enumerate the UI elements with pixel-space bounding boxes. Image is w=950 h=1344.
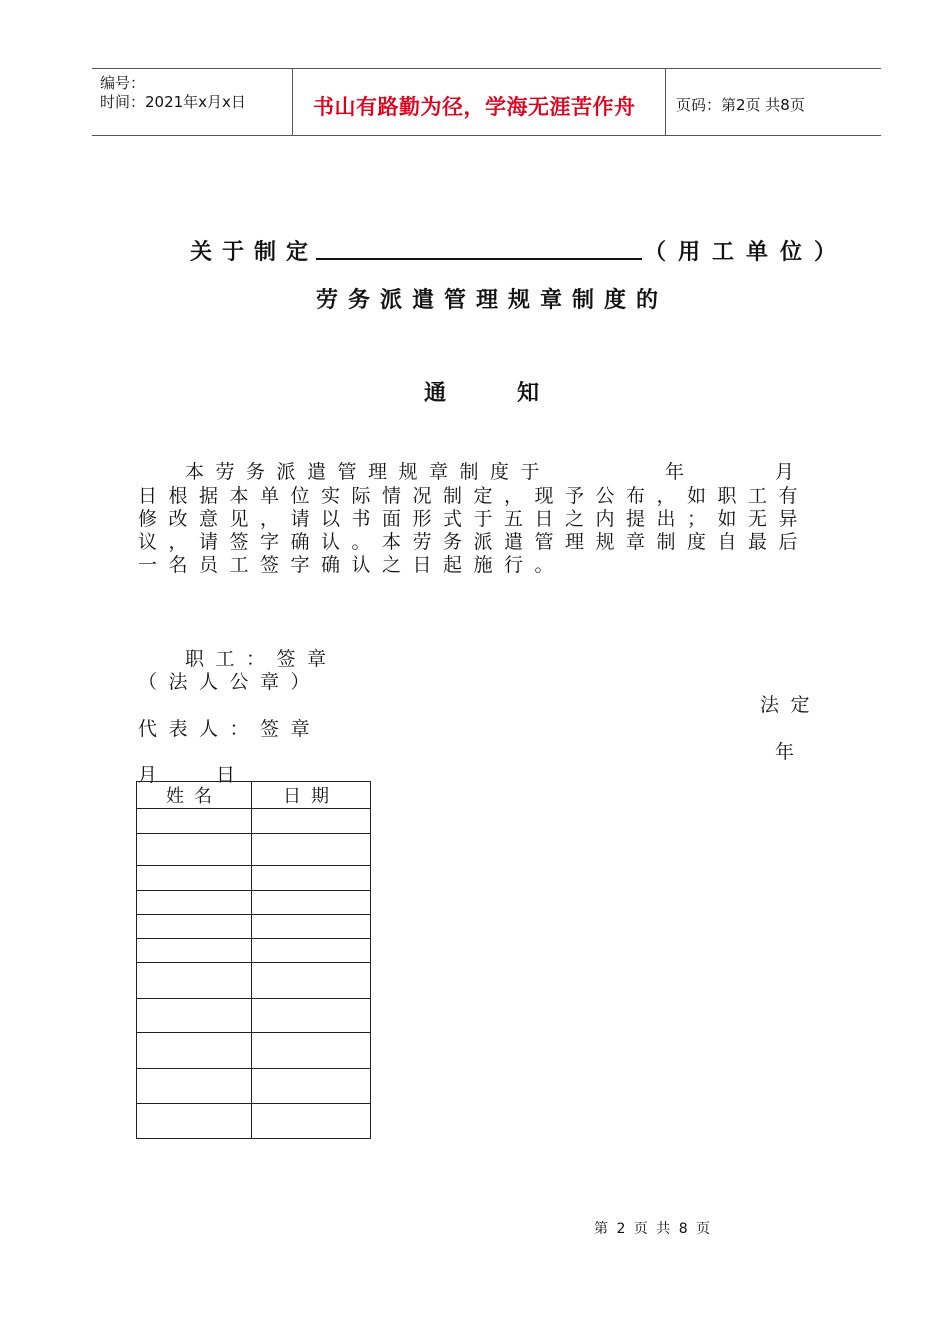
employee-signature-label: 职工：签章 [185, 648, 338, 670]
title-line1-suffix: （用工单位） [644, 240, 849, 265]
body-line1: 本劳务派遣管理规章制度于 [185, 461, 552, 483]
date-cell[interactable] [252, 834, 371, 866]
name-cell[interactable] [137, 809, 252, 834]
date-cell[interactable] [252, 1104, 371, 1139]
unit-name-blank[interactable] [316, 258, 642, 260]
header-divider-right [665, 68, 666, 136]
company-seal-label: （法人公章） [138, 671, 322, 693]
date-cell[interactable] [252, 939, 371, 963]
table-row [137, 1069, 371, 1104]
time-label: 时间：2021年x月x日 [100, 93, 246, 111]
date-cell[interactable] [252, 891, 371, 915]
table-row [137, 963, 371, 999]
date-cell[interactable] [252, 999, 371, 1033]
date-cell[interactable] [252, 809, 371, 834]
date-cell[interactable] [252, 1033, 371, 1069]
date-cell[interactable] [252, 915, 371, 939]
table-row [137, 809, 371, 834]
title-line2: 劳务派遣管理规章制度的 [316, 288, 669, 313]
body-line1-year: 年 [665, 461, 696, 483]
legal-label: 法定 [760, 694, 822, 716]
date-cell[interactable] [252, 866, 371, 891]
body-line4: 议，请签字确认。本劳务派遣管理规章制度自最后 [138, 531, 810, 553]
name-cell[interactable] [137, 915, 252, 939]
name-cell[interactable] [137, 939, 252, 963]
signature-table [136, 781, 371, 1139]
title-line3-a: 通 [424, 381, 457, 406]
table-row [137, 939, 371, 963]
body-line2: 日根据本单位实际情况制定，现予公布，如职工有 [138, 485, 810, 507]
name-cell[interactable] [137, 999, 252, 1033]
date-day-label: 日 [216, 764, 247, 786]
name-cell[interactable] [137, 866, 252, 891]
title-line1-prefix: 关于制定 [190, 240, 319, 265]
date-year-label: 年 [775, 741, 806, 763]
header-divider-left [292, 68, 293, 136]
date-month-label: 月 [138, 764, 169, 786]
name-cell[interactable] [137, 1033, 252, 1069]
name-cell[interactable] [137, 1069, 252, 1104]
date-cell[interactable] [252, 1069, 371, 1104]
doc-number-label: 编号： [100, 74, 146, 92]
name-cell[interactable] [137, 963, 252, 999]
name-cell[interactable] [137, 834, 252, 866]
name-cell[interactable] [137, 891, 252, 915]
header-top-rule [92, 68, 881, 69]
body-line5: 一名员工签字确认之日起施行。 [138, 554, 566, 576]
representative-signature-label: 代表人：签章 [138, 718, 322, 740]
header-bottom-rule [92, 135, 881, 136]
table-row [137, 866, 371, 891]
column-header-date: 日期 [252, 782, 371, 809]
name-cell[interactable] [137, 1104, 252, 1139]
table-row [137, 834, 371, 866]
page-label: 页码：第2页 共8页 [676, 96, 805, 114]
table-row [137, 1104, 371, 1139]
page-footer: 第 2 页 共 8 页 [594, 1221, 713, 1237]
table-header-row [137, 782, 371, 809]
body-line3: 修改意见，请以书面形式于五日之内提出；如无异 [138, 508, 810, 530]
body-line1-month: 月 [775, 461, 806, 483]
motto: 书山有路勤为径，学海无涯苦作舟 [313, 95, 636, 119]
table-row [137, 891, 371, 915]
table-row [137, 999, 371, 1033]
title-line3-b: 知 [517, 381, 550, 406]
column-header-name: 姓名 [137, 782, 252, 809]
date-cell[interactable] [252, 963, 371, 999]
table-row [137, 1033, 371, 1069]
table-row [137, 915, 371, 939]
